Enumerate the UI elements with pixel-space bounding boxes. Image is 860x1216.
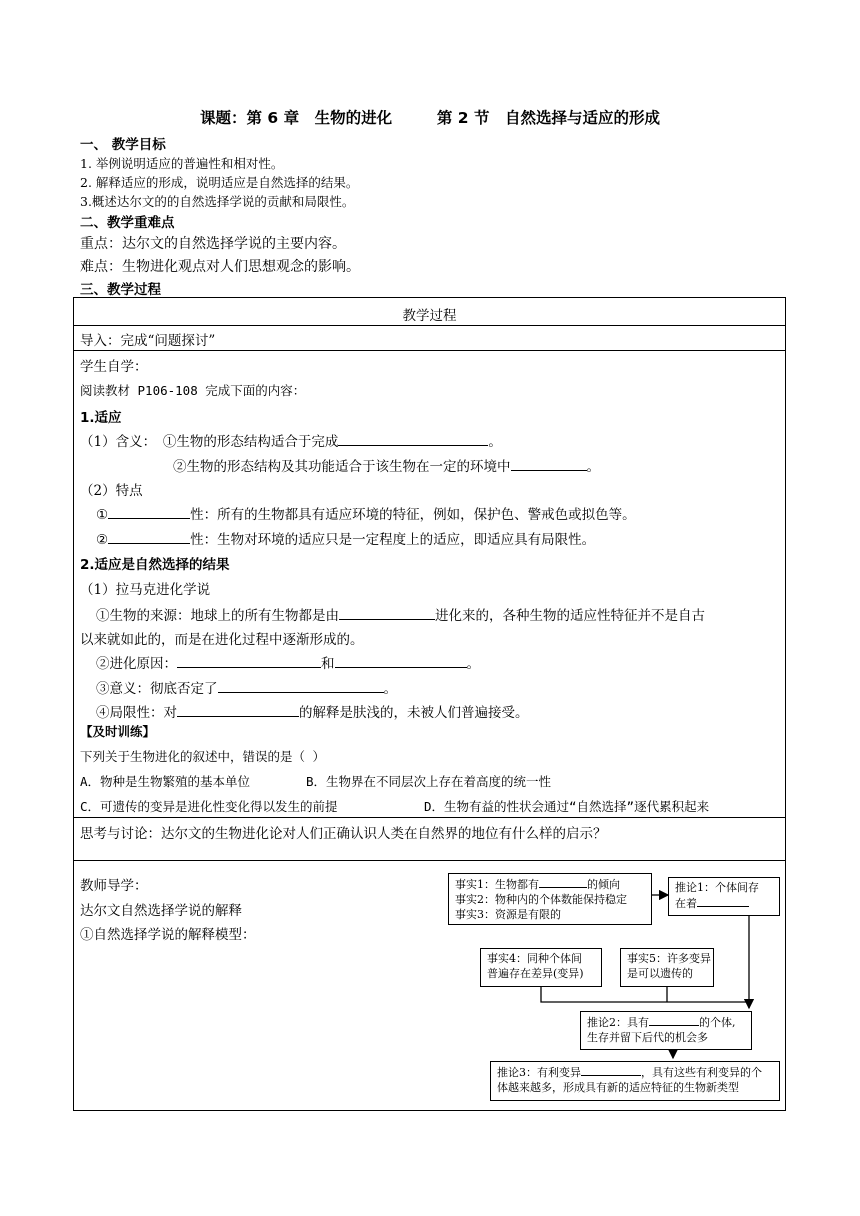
diagram-inference-3: 推论3：有利变异 ，具有这些有利变异的个 体越来越多，形成具有新的适应特征的生物新类型 (490, 1061, 780, 1101)
page-title (0, 106, 860, 128)
diagram-inference-1: 推论1：个体间存 在着 (668, 877, 780, 916)
table-divider (73, 860, 786, 861)
answer-blank[interactable] (511, 456, 587, 471)
diagram-fact-5: 事实5：许多变异 是可以遗传的 (620, 948, 714, 987)
diagram-inference-2: 推论2：具有 的个体, 生存并留下后代的机会多 (580, 1011, 752, 1050)
objective-item: 3.概述达尔文的的自然选择学说的贡献和局限性。 (80, 194, 355, 209)
section-natural-selection: 2.适应是自然选择的结果 (80, 557, 230, 573)
process-heading: 三、教学过程 (80, 282, 161, 298)
title-chapter: 课题：第 6 章 生物的进化 (200, 109, 393, 127)
definition-line-2: ②生物的形态结构及其功能适合于该生物在一定的环境中 。 (173, 455, 600, 475)
reading-instruction: 阅读教材 P106-108 完成下面的内容： (80, 383, 306, 398)
feature-relative: ② 性：生物对环境的适应只是一定程度上的适应，即适应具有局限性。 (96, 528, 595, 548)
title-section: 第 2 节 自然选择与适应的形成 (436, 109, 660, 127)
answer-blank[interactable] (218, 678, 384, 693)
answer-blank[interactable] (338, 431, 488, 446)
lamarck-meaning: ③意义：彻底否定了 。 (96, 677, 397, 697)
lamarck-origin: ①生物的来源：地球上的所有生物都是由 进化来的，各种生物的适应性特征并不是自古 (96, 604, 705, 624)
answer-blank[interactable] (108, 504, 190, 519)
self-study-label: 学生自学： (80, 359, 148, 375)
discussion-text: 思考与讨论：达尔文的生物进化论对人们正确认识人类在自然界的地位有什么样的启示？ (80, 826, 607, 842)
teacher-label: 教师导学： (80, 878, 148, 894)
section-adaptation: 1.适应 (80, 410, 122, 426)
intro-text: 导入：完成“问题探讨” (80, 333, 216, 349)
lamarck-origin-cont: 以来就如此的，而是在进化过程中逐渐形成的。 (80, 632, 364, 648)
feature-universal: ① 性：所有的生物都具有适应环境的特征，例如，保护色、警戒色或拟色等。 (96, 503, 636, 523)
table-divider (73, 817, 786, 818)
objective-item: 1. 举例说明适应的普遍性和相对性。 (80, 156, 284, 171)
diagram-fact-4: 事实4：同种个体间 普遍存在差异(变异) (480, 948, 602, 987)
definition-line-1: （1）含义： ①生物的形态结构适合于完成 。 (80, 430, 502, 450)
table-divider (73, 325, 786, 326)
practice-label: 【及时训练】 (80, 724, 156, 739)
option-a: A．物种是生物繁殖的基本单位 (80, 774, 251, 789)
table-header: 教学过程 (402, 308, 457, 324)
keypoints-heading: 二、教学重难点 (80, 215, 175, 231)
lamarck-limitation: ④局限性：对 的解释是肤浅的，未被人们普遍接受。 (96, 701, 529, 721)
diagram-facts-1-3: 事实1：生物都有 的倾向 事实2：物种内的个体数能保持稳定 事实3：资源是有限的 (448, 873, 652, 925)
answer-blank[interactable] (339, 605, 435, 620)
answer-blank[interactable] (335, 653, 467, 668)
table-divider (73, 350, 786, 351)
option-d: D．生物有益的性状会通过“自然选择”逐代累积起来 (424, 799, 710, 814)
teacher-topic: 达尔文自然选择学说的解释 (80, 903, 242, 919)
difficulty-text: 难点：生物进化观点对人们思想观念的影响。 (80, 259, 360, 275)
lamarck-cause: ②进化原因： 和 。 (96, 652, 480, 672)
answer-blank[interactable] (177, 653, 321, 668)
practice-question: 下列关于生物进化的叙述中，错误的是（ ） (80, 749, 326, 764)
focus-text: 重点：达尔文的自然选择学说的主要内容。 (80, 236, 346, 252)
lamarck-label: （1）拉马克进化学说 (80, 582, 211, 598)
features-label: （2）特点 (80, 483, 143, 499)
option-b: B．生物界在不同层次上存在着高度的统一性 (306, 774, 552, 789)
objectives-heading: 一、 教学目标 (80, 137, 166, 153)
answer-blank[interactable] (108, 529, 190, 544)
answer-blank[interactable] (177, 702, 299, 717)
option-c: C．可遗传的变异是进化性变化得以发生的前提 (80, 799, 338, 814)
objective-item: 2. 解释适应的形成，说明适应是自然选择的结果。 (80, 175, 359, 190)
teacher-model: ①自然选择学说的解释模型： (80, 927, 256, 943)
